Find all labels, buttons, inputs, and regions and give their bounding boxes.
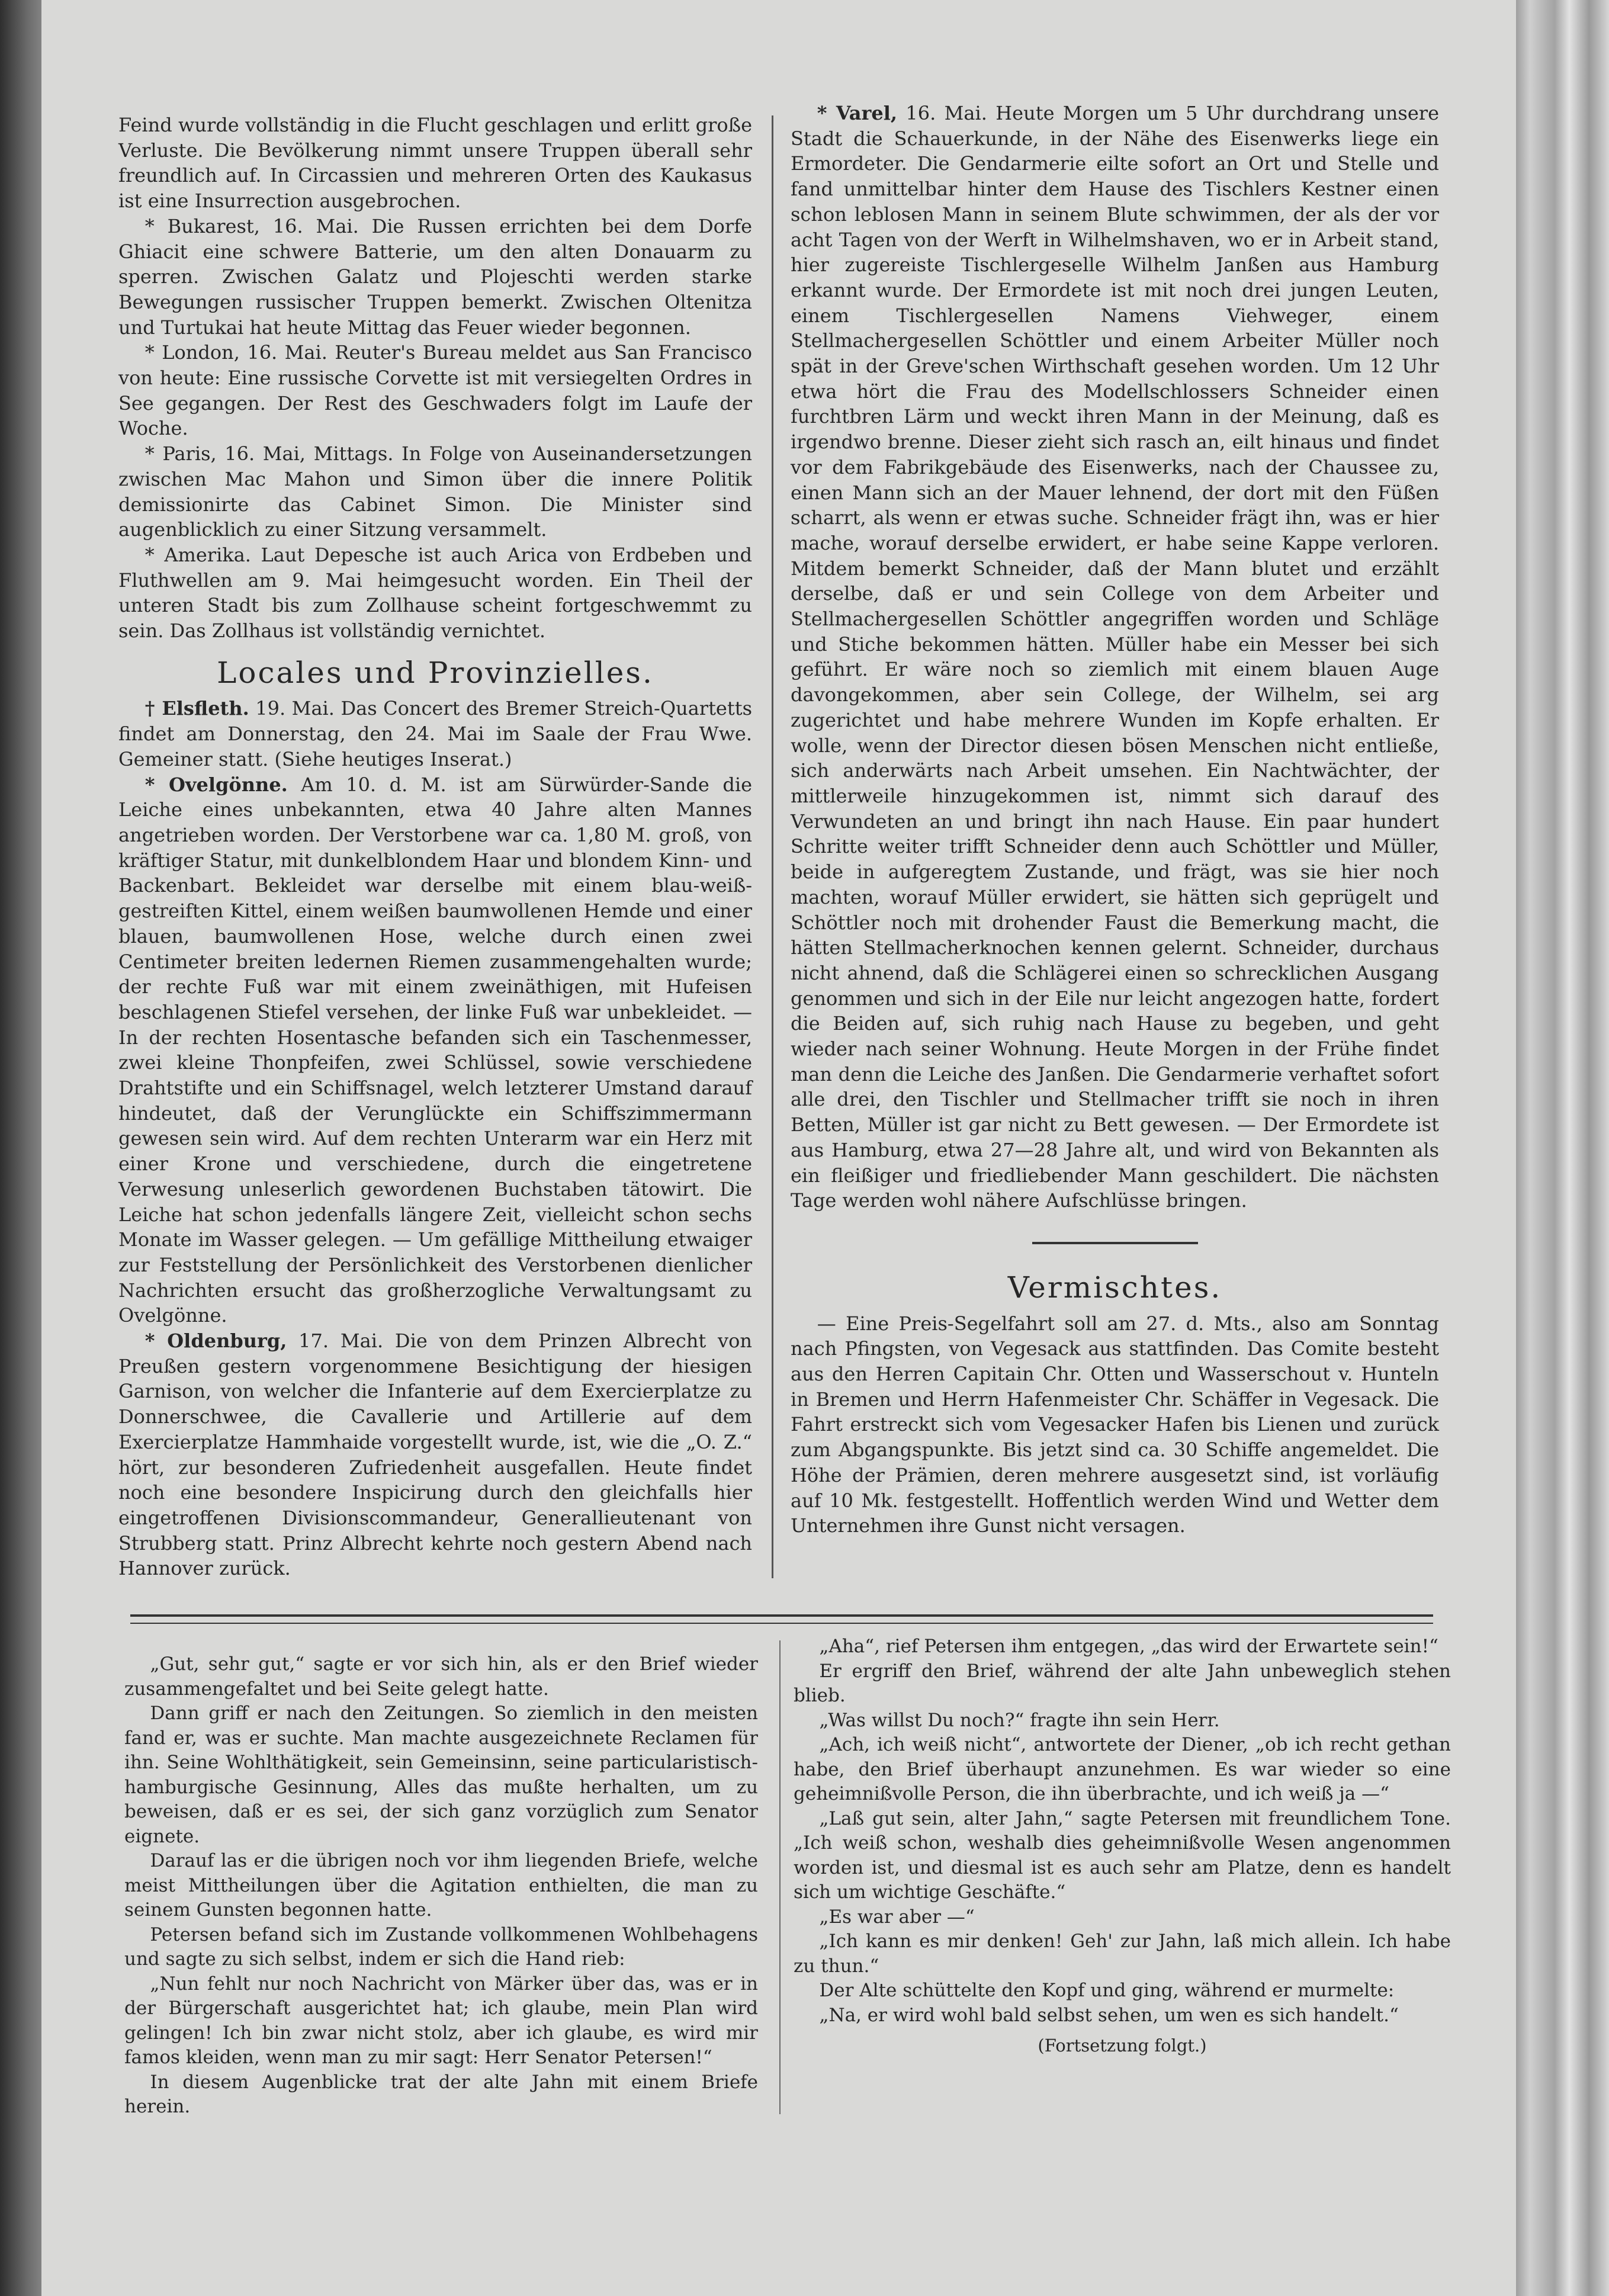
story-paragraph: „Gut, sehr gut,“ sagte er vor sich hin, als er den Brief wieder zusammengefaltet und bei Seite gelegt hatte. — [124, 1653, 758, 1700]
story-paragraph: „Ach, ich weiß nicht“, antwortete der Diener, „ob ich recht gethan habe, den Brief überhaupt anzunehmen. Es war wieder so eine geheimnißvolle Person, die ihn überbrachte, und ich weiß ja —“ — [794, 1734, 1451, 1804]
news-paragraph — [118, 696, 752, 772]
story-paragraph: Dann griff er nach den Zeitungen. So ziemlich in den meisten fand er, was er suchte. Man machte ausgezeichnete Reclamen für ihn. Seine Wohlthätigkeit, sein Gemeinsinn, seine particularistisch-hamburgische Gesinnung, Alles das mußte herhalten, um zu beweisen, daß er es sei, der sich ganz vorzüglich zum Senator eignete. — [124, 1703, 758, 1847]
news-paragraph: * London, 16. Mai. Reuter's Bureau meldet aus San Francisco von heute: Eine russische Corvette ist mit versiegelten Ordres in See gegangen. Der Rest des Geschwaders folgt im Laufe der Woche. — [118, 341, 752, 440]
news-paragraph: Feind wurde vollständig in die Flucht geschlagen und erlitt große Verluste. Die Bevölkerung nimmt unsere Truppen überall sehr freundlich auf. In Circassien und mehreren Orten des Kaukasus ist eine Insurrection ausgebrochen. — [118, 114, 752, 213]
news-text: 19. Mai. Das Concert des Bremer Streich-Quartetts findet am Donnerstag, den 24. Mai im Saale der Frau Wwe. Gemeiner statt. (Siehe heutiges Inserat.) — [118, 697, 753, 770]
section-separator — [1032, 1242, 1198, 1244]
story-paragraph: „Es war aber —“ — [819, 1906, 975, 1928]
news-text: 16. Mai. Heute Morgen um 5 Uhr durchdrang unsere Stadt die Schauerkunde, in der Nähe des Eisenwerks liege ein Ermordeter. Die Gendarmerie eilte sofort an Ort und Stelle und fand unmittelbar hinter dem Hause des Tischlers Kestner einen schon leblosen Mann in seinem Blute schwimmen, der als der vor acht Tagen von der Werft in Wilhelmshaven, wo er in Arbeit stand, hier zugereiste Tischlergeselle Wilhelm Janßen aus Hamburg erkannt wurde. Der Ermordete ist mit noch drei jungen Leuten, einem Tischlergesellen Namens Viehweger, einem Stellmachergesellen Schöttler und einem Arbeiter Müller noch spät in der Greve'schen Wirthschaft gesehen worden. Um 12 Uhr etwa hört die Frau des Modellschlossers Schneider einen furchtbren Lärm und weckt ihren Mann in der Meinung, daß es irgendwo brenne. Dieser zieht sich rasch an, eilt hinaus und findet vor dem Fabrikgebäude des Eisenwerks, nach der Chaussee zu, einen Mann sich an der Mauer lehnend, der dort mit den Füßen scharrt, als wenn er etwas suche. Schneider frägt ihn, was er hier mache, worauf derselbe erwidert, er habe seine Kappe verloren. Mitdem bemerkt Schneider, daß der Mann blutet und erzählt derselbe, daß er und sein College von dem Arbeiter und Stellmachergesellen Schöttler angegriffen worden und Schläge und Stiche bekommen hätten. Müller habe ein Messer bei sich geführt. Er wäre noch so ziemlich mit einem blauen Auge davongekommen, aber sein College, der Wilhelm, sei arg zugerichtet und habe mehrere Wunden im Kopfe erhalten. Er wolle, wenn der Director diesen bösen Menschen nicht entließe, sich anderwärts nach Arbeit umsehen. Ein Nachtwächter, der mittlerweile hinzugekommen ist, nimmt sich darauf des Verwundeten an und bringt ihn nach Hause. Ein paar hundert Schritte weiter trifft Schneider denn auch Schöttler und Müller, beide in aufgeregtem Zustande, und frägt, was sie hier noch machten, worauf Müller erwidert, sie hätten sich geprügelt und Schöttler noch mit drohender Faust die Bemerkung macht, die hätten Stellmacherknochen kennen gelernt. Schneider, durchaus nicht ahnend, daß die Schlägerei einen so schrecklichen Ausgang genommen und sich in der Eile nur leicht angezogen hatte, fordert die Beiden auf, sich ruhig nach Hause zu begeben, und geht wieder nach seiner Wohnung. Heute Morgen in der Frühe findet man denn die Leiche des Janßen. Die Gendarmerie verhaftet sofort alle drei, den Tischler und Stellmacher trifft sie noch in ihren Betten, Müller ist gar nicht zu Bett gewesen. — Der Ermordete ist aus Hamburg, etwa 27—28 Jahre alt, und wird von Bekannten als ein fleißiger und friedliebender Mann geschildert. Die nächsten Tage werden wohl nähere Aufschlüsse bringen. — [791, 102, 1440, 1212]
news-paragraph — [118, 772, 752, 1328]
story-paragraph: „Nun fehlt nur noch Nachricht von Märker über das, was er in der Bürgerschaft ausgerichtet hat; ich glaube, mein Plan wird gelingen! Ich bin zwar nicht stolz, aber ich glaube, es wird mir famos kleiden, wenn man zu mir sagt: Herr Senator Petersen!“ — [124, 1973, 758, 2068]
page-stack-edge — [1510, 0, 1609, 2296]
story-paragraph: „Na, er wird wohl bald selbst sehen, um wen es sich handelt.“ — [819, 2004, 1399, 2026]
story-paragraph: Petersen befand sich im Zustande vollkommenen Wohlbehagens und sagte zu sich selbst, indem er sich die Hand rieb: — [124, 1923, 758, 1970]
section-heading-locales: Locales und Provinzielles. — [217, 655, 654, 690]
section-heading-vermischtes: Vermischtes. — [1007, 1270, 1222, 1305]
book-gutter-shadow — [0, 0, 47, 2296]
dateline-place: † Elsfleth. — [144, 697, 249, 720]
left-column — [118, 113, 752, 1581]
news-paragraph — [118, 1328, 752, 1581]
story-paragraph: Darauf las er die übrigen noch vor ihm liegenden Briefe, welche meist Mittheilungen über die Agitation enthielten, die man zu seinem Gunsten begonnen hatte. — [124, 1850, 758, 1921]
story-paragraph: „Laß gut sein, alter Jahn,“ sagte Petersen mit freundlichem Tone. „Ich weiß schon, weshalb dies geheimnißvolle Wesen angenommen worden ist, und diesmal ist es auch sehr am Platze, denn es handelt sich um wichtige Geschäfte.“ — [794, 1807, 1451, 1903]
news-paragraph: * Bukarest, 16. Mai. Die Russen errichten bei dem Dorfe Ghiacit eine schwere Batterie, um den alten Donauarm zu sperren. Zwischen Galatz und Plojeschti werden starke Bewegungen russischer Truppen bemerkt. Zwischen Oltenitza und Turtukai hat heute Mittag das Feuer wieder begonnen. — [118, 214, 752, 339]
news-paragraph — [791, 101, 1439, 1213]
feuilleton-left-column — [124, 1652, 758, 2120]
news-paragraph: * Paris, 16. Mai, Mittags. In Folge von Auseinandersetzungen zwischen Mac Mahon und Simon über die innere Politik demissionirte das Cabinet Simon. Die Minister sind augenblicklich zu einer Sitzung versammelt. — [118, 442, 752, 541]
right-column — [791, 101, 1439, 1539]
story-paragraph: In diesem Augenblicke trat der alte Jahn mit einem Briefe herein. — [124, 2071, 758, 2117]
feuilleton-divider — [130, 1614, 1433, 1624]
continuation-note: (Fortsetzung folgt.) — [1038, 2035, 1207, 2056]
story-paragraph: Der Alte schüttelte den Kopf und ging, während er murmelte: — [819, 1980, 1395, 2001]
news-paragraph: * Amerika. Laut Depesche ist auch Arica von Erdbeben und Fluthwellen am 9. Mai heimgesucht worden. Ein Theil der unteren Stadt bis zum Zollhause scheint fortgeschwemmt zu sein. Das Zollhaus ist vollständig vernichtet. — [118, 543, 752, 643]
news-text: Am 10. d. M. ist am Sürwürder-Sande die Leiche eines unbekannten, etwa 40 Jahre alten Mannes angetrieben worden. Der Verstorbene war ca. 1,80 M. groß, von kräftiger Statur, mit dunkelblondem Haar und blondem Kinn- und Backenbart. Bekleidet war derselbe mit einem blau-weiß-gestreiften Kittel, einem weißen baumwollenen Hemde und einer blauen, baumwollenen Hose, welche durch einen zwei Centimeter breiten ledernen Riemen zusammengehalten wurde; der rechte Fuß war mit einem zweinäthigen, mit Hufeisen beschlagenen Stiefel versehen, der linke Fuß war unbekleidet. — In der rechten Hosentasche befanden sich ein Taschenmesser, zwei kleine Thonpfeifen, zwei Schlüssel, sowie verschiedene Drahtstifte und ein Schiffsnagel, welch letzterer Umstand darauf hindeutet, daß der Verunglückte ein Schiffszimmermann gewesen sein wird. Auf dem rechten Unterarm war ein Herz mit einer Krone und verschiedene, durch die eingetretene Verwesung unleserlich gewordenen Buchstaben tätowirt. Die Leiche hat schon jedenfalls längere Zeit, vielleicht schon sechs Monate im Wasser gelegen. — Um gefällige Mittheilung etwaiger zur Feststellung der Persönlichkeit des Verstorbenen dienlicher Nachrichten ersucht das großherzogliche Verwaltungsamt zu Ovelgönne. — [118, 773, 753, 1327]
news-paragraph: — Eine Preis-Segelfahrt soll am 27. d. Mts., also am Sonntag nach Pfingsten, von Vegesack aus stattfinden. Das Comite besteht aus den Herren Capitain Chr. Otten und Wasserschout v. Hunteln in Bremen und Herrn Hafenmeister Chr. Schäffer in Vegesack. Die Fahrt erstreckt sich vom Vegesacker Hafen bis Lienen und zurück zum Abgangspunkte. Bis jetzt sind ca. 30 Schiffe angemeldet. Die Höhe der Prämien, deren mehrere ausgesetzt sind, ist vorläufig auf 10 Mk. festgestellt. Hoffentlich werden Wind und Wetter dem Unternehmen ihre Gunst nicht versagen. — [791, 1312, 1439, 1537]
story-paragraph: „Aha“, rief Petersen ihm entgegen, „das wird der Erwartete sein!“ — [819, 1636, 1438, 1657]
dateline-place: * Ovelgönne. — [144, 773, 288, 796]
dateline-place: * Oldenburg, — [144, 1330, 287, 1353]
story-paragraph: „Ich kann es mir denken! Geh' zur Jahn, laß mich allein. Ich habe zu thun.“ — [794, 1931, 1451, 1977]
feuilleton-column-divider — [779, 1640, 781, 2114]
newspaper-page — [41, 0, 1516, 2296]
feuilleton-right-column — [794, 1635, 1451, 2059]
story-paragraph: Er ergriff den Brief, während der alte Jahn unbeweglich stehen blieb. — [794, 1660, 1451, 1706]
story-paragraph: „Was willst Du noch?“ fragte ihn sein Herr. — [819, 1709, 1220, 1731]
news-text: 17. Mai. Die von dem Prinzen Albrecht von Preußen gestern vorgenommene Besichtigung der hiesigen Garnison, von welcher die Infanterie auf dem Exercierplatze zu Donnerschwee, die Cavallerie und Artillerie auf dem Exercierplatze Hammhaide vorgestellt wurde, ist, wie die „O. Z.“ hört, zur besonderen Zufriedenheit ausgefallen. Heute findet noch eine besondere Inspicirung durch den gleichfalls hier eingetroffenen Divisionscommandeur, Generallieutenant von Strubberg statt. Prinz Albrecht kehrte noch gestern Abend nach Hannover zurück. — [118, 1330, 753, 1580]
dateline-place: * Varel, — [817, 102, 898, 124]
column-divider — [772, 115, 773, 1578]
